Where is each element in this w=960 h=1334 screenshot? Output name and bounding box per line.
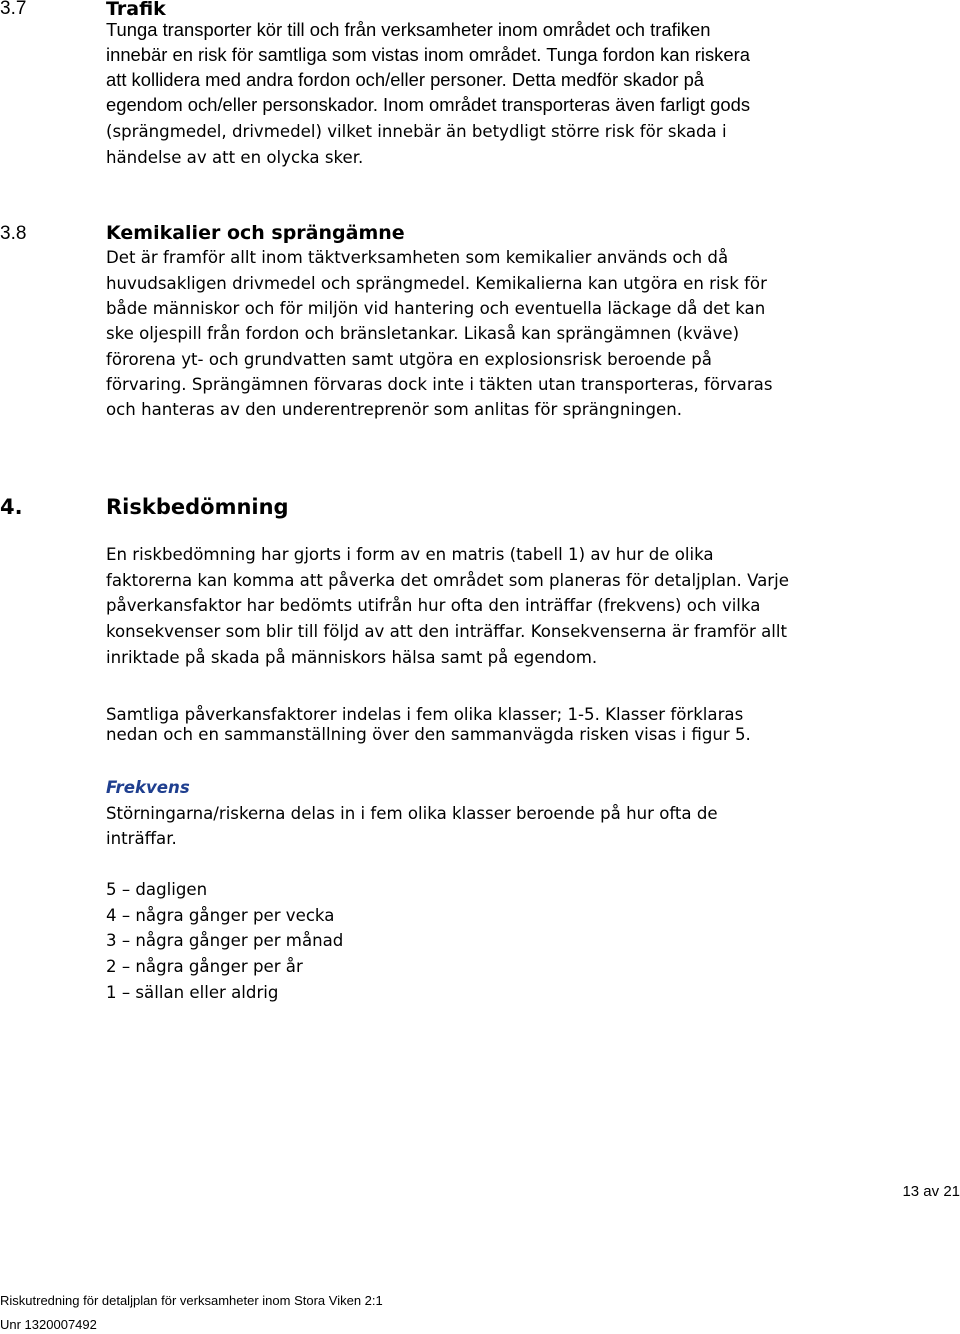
section-3-7-line: egendom och/eller personskador. Inom området transporteras även farligt gods xyxy=(106,94,751,115)
riskbedomning-paragraph-line: påverkansfaktor har bedömts utifrån hur ofta den inträffar (frekvens) och vilka xyxy=(106,596,761,615)
section-3-7-number: 3.7 xyxy=(0,0,27,19)
section-3-7-line: (sprängmedel, drivmedel) vilket innebär än betydligt större risk för skada i xyxy=(106,122,727,141)
frekvens-intro-line: Störningarna/riskerna delas in i fem olika klasser beroende på hur ofta de xyxy=(106,804,718,823)
frekvens-list-item: 1 – sällan eller aldrig xyxy=(106,983,279,1002)
klasser-paragraph-line: nedan och en sammanställning över den sammanvägda risken visas i figur 5. xyxy=(106,725,751,744)
riskbedomning-paragraph-line: faktorerna kan komma att påverka det området som planeras för detaljplan. Varje xyxy=(106,571,789,590)
section-3-8-number: 3.8 xyxy=(0,223,27,244)
frekvens-list-item: 4 – några gånger per vecka xyxy=(106,906,335,925)
footer-title: Riskutredning för detaljplan för verksamheter inom Stora Viken 2:1 xyxy=(0,1293,383,1308)
section-3-8-line: huvudsakligen drivmedel och sprängmedel. Kemikalierna kan utgöra en risk för xyxy=(106,274,767,293)
section-3-8-title: Kemikalier och sprängämne xyxy=(106,222,405,244)
section-3-7-line: händelse av att en olycka sker. xyxy=(106,148,364,167)
frekvens-list-item: 3 – några gånger per månad xyxy=(106,931,344,950)
section-3-7-title: Trafik xyxy=(106,0,166,20)
section-3-8-line: Det är framför allt inom täktverksamheten som kemikalier används och då xyxy=(106,248,729,267)
section-3-8-line: förorena yt- och grundvatten samt utgöra en explosionsrisk beroende på xyxy=(106,350,712,369)
section-4-number: 4. xyxy=(0,495,23,519)
klasser-paragraph-line: Samtliga påverkansfaktorer indelas i fem olika klasser; 1-5. Klasser förklaras xyxy=(106,705,744,724)
section-3-8-line: ske oljespill från fordon och bränsletankar. Likaså kan sprängämnen (kväve) xyxy=(106,324,740,343)
frekvens-intro-line: inträffar. xyxy=(106,829,177,848)
page-number: 13 av 21 xyxy=(902,1183,960,1200)
footer-unr: Unr 1320007492 xyxy=(0,1317,97,1332)
riskbedomning-paragraph-line: inriktade på skada på människors hälsa samt på egendom. xyxy=(106,648,598,667)
section-3-8-line: förvaring. Sprängämnen förvaras dock inte i täkten utan transporteras, förvaras xyxy=(106,375,773,394)
section-4-title: Riskbedömning xyxy=(106,495,289,519)
riskbedomning-paragraph-line: En riskbedömning har gjorts i form av en matris (tabell 1) av hur de olika xyxy=(106,545,714,564)
riskbedomning-paragraph-line: konsekvenser som blir till följd av att den inträffar. Konsekvenserna är framför allt xyxy=(106,622,788,641)
section-3-8-line: och hanteras av den underentreprenör som anlitas för sprängningen. xyxy=(106,400,683,419)
frekvens-list-item: 2 – några gånger per år xyxy=(106,957,303,976)
section-3-7-line: att kollidera med andra fordon och/eller personer. Detta medför skador på xyxy=(106,69,705,90)
section-3-8-line: både människor och för miljön vid hantering och eventuella läckage då det kan xyxy=(106,299,766,318)
section-3-7-line: Tunga transporter kör till och från verksamheter inom området och trafiken xyxy=(106,19,711,40)
frekvens-heading: Frekvens xyxy=(106,778,190,797)
section-3-7-line: innebär en risk för samtliga som vistas inom området. Tunga fordon kan riskera xyxy=(106,44,750,65)
frekvens-list-item: 5 – dagligen xyxy=(106,880,208,899)
